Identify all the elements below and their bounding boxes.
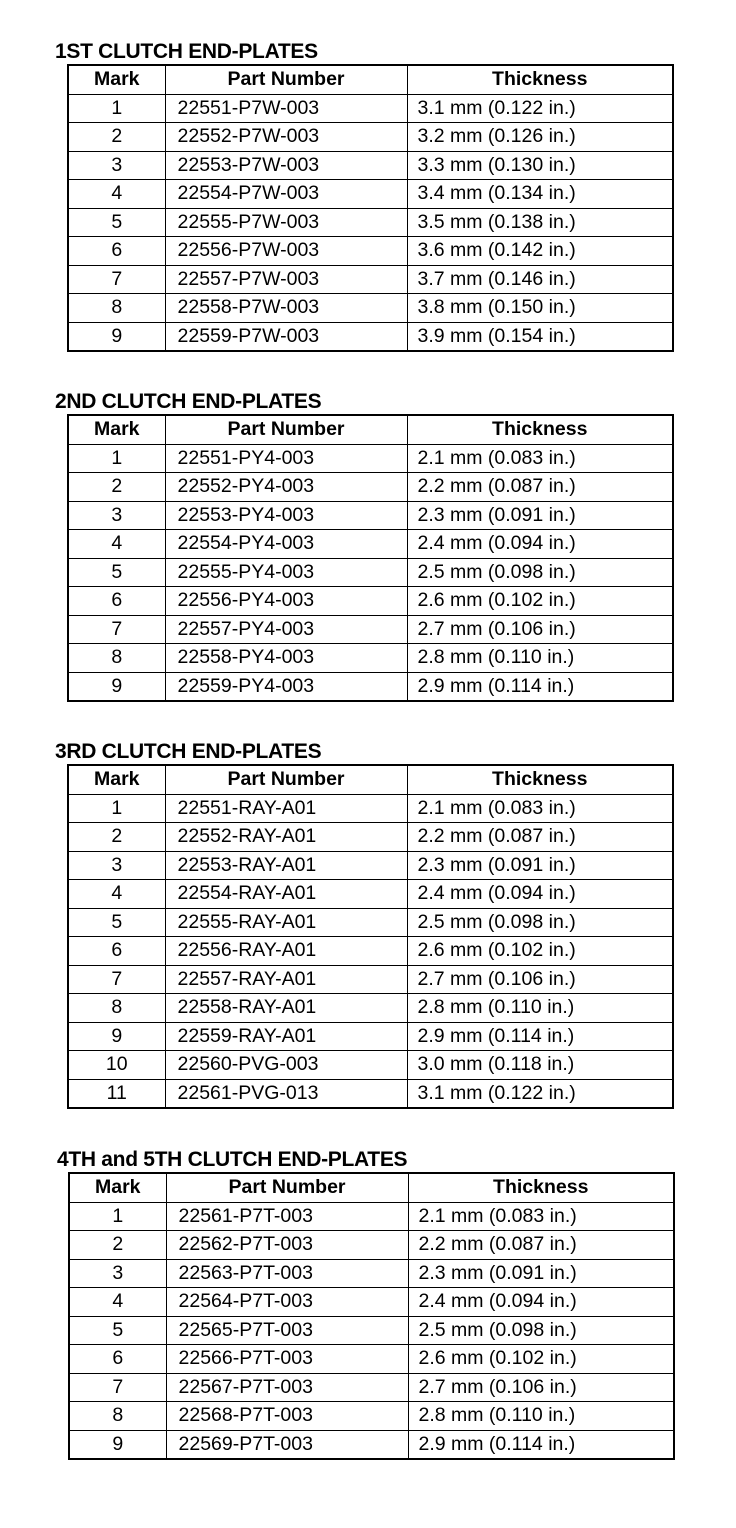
- table-row: [68, 615, 673, 644]
- table-row: [68, 237, 673, 266]
- thickness-cell: 2.9 mm (0.114 in.): [407, 672, 673, 701]
- table-row: [68, 644, 673, 673]
- mark-cell: 8: [68, 644, 165, 673]
- thickness-cell: 3.8 mm (0.150 in.): [407, 294, 673, 323]
- part-number-cell: 22561-P7T-003: [166, 1202, 408, 1231]
- part-number-cell: 22558-PY4-003: [165, 644, 407, 673]
- mark-cell: 3: [69, 1259, 166, 1288]
- table-row: [68, 501, 673, 530]
- thickness-cell: 3.7 mm (0.146 in.): [407, 265, 673, 294]
- mark-cell: 2: [68, 473, 165, 502]
- end-plates-table: [67, 764, 674, 1109]
- thickness-cell: 2.7 mm (0.106 in.): [407, 615, 673, 644]
- part-number-cell: 22557-RAY-A01: [165, 965, 407, 994]
- mark-cell: 6: [69, 1345, 166, 1374]
- part-number-cell: 22551-P7W-003: [165, 94, 407, 123]
- part-number-cell: 22551-PY4-003: [165, 444, 407, 473]
- table-row: [68, 530, 673, 559]
- section-title: 3RD CLUTCH END-PLATES: [55, 740, 322, 763]
- part-number-cell: 22567-P7T-003: [166, 1373, 408, 1402]
- mark-cell: 2: [68, 823, 165, 852]
- thickness-cell: 3.2 mm (0.126 in.): [407, 123, 673, 152]
- part-number-cell: 22556-P7W-003: [165, 237, 407, 266]
- end-plates-table: [67, 64, 674, 352]
- part-number-cell: 22553-P7W-003: [165, 151, 407, 180]
- thickness-cell: 2.4 mm (0.094 in.): [407, 880, 673, 909]
- mark-cell: 8: [69, 1402, 166, 1431]
- mark-cell: 3: [68, 151, 165, 180]
- thickness-cell: 2.6 mm (0.102 in.): [407, 937, 673, 966]
- table-row: [69, 1288, 674, 1317]
- table-row: [68, 880, 673, 909]
- table-row: [69, 1316, 674, 1345]
- table-row: [68, 208, 673, 237]
- table-row: [68, 180, 673, 209]
- table-row: [68, 1051, 673, 1080]
- thickness-cell: 2.9 mm (0.114 in.): [407, 1022, 673, 1051]
- table-row: [68, 151, 673, 180]
- part-number-cell: 22554-P7W-003: [165, 180, 407, 209]
- table-row: [68, 1079, 673, 1108]
- mark-cell: 3: [68, 851, 165, 880]
- part-number-cell: 22553-PY4-003: [165, 501, 407, 530]
- part-number-cell: 22562-P7T-003: [166, 1231, 408, 1260]
- mark-cell: 6: [68, 237, 165, 266]
- table-header-row: [68, 65, 673, 94]
- mark-cell: 8: [68, 994, 165, 1023]
- thickness-cell: 2.5 mm (0.098 in.): [407, 908, 673, 937]
- mark-cell: 3: [68, 501, 165, 530]
- table-row: [69, 1231, 674, 1260]
- part-number-cell: 22557-P7W-003: [165, 265, 407, 294]
- section-title: 1ST CLUTCH END-PLATES: [55, 40, 318, 63]
- thickness-cell: 3.6 mm (0.142 in.): [407, 237, 673, 266]
- mark-cell: 5: [68, 558, 165, 587]
- table-header-row: [69, 1173, 674, 1202]
- mark-cell: 7: [68, 615, 165, 644]
- thickness-cell: 2.8 mm (0.110 in.): [407, 994, 673, 1023]
- table-row: [68, 123, 673, 152]
- thickness-cell: 2.2 mm (0.087 in.): [407, 823, 673, 852]
- header-thickness: Thickness: [407, 415, 673, 444]
- mark-cell: 10: [68, 1051, 165, 1080]
- thickness-cell: 3.9 mm (0.154 in.): [407, 322, 673, 351]
- end-plates-table: [68, 1172, 675, 1460]
- part-number-cell: 22556-RAY-A01: [165, 937, 407, 966]
- table-row: [68, 473, 673, 502]
- thickness-cell: 2.3 mm (0.091 in.): [407, 501, 673, 530]
- part-number-cell: 22555-P7W-003: [165, 208, 407, 237]
- mark-cell: 9: [68, 322, 165, 351]
- part-number-cell: 22564-P7T-003: [166, 1288, 408, 1317]
- mark-cell: 4: [68, 180, 165, 209]
- mark-cell: 1: [68, 444, 165, 473]
- thickness-cell: 2.1 mm (0.083 in.): [408, 1202, 674, 1231]
- table-row: [68, 794, 673, 823]
- thickness-cell: 3.4 mm (0.134 in.): [407, 180, 673, 209]
- thickness-cell: 2.2 mm (0.087 in.): [407, 473, 673, 502]
- table-row: [68, 672, 673, 701]
- thickness-cell: 2.8 mm (0.110 in.): [408, 1402, 674, 1431]
- table-row: [68, 322, 673, 351]
- table-row: [68, 1022, 673, 1051]
- table-row: [69, 1373, 674, 1402]
- table-row: [68, 294, 673, 323]
- thickness-cell: 2.1 mm (0.083 in.): [407, 444, 673, 473]
- mark-cell: 9: [69, 1430, 166, 1459]
- table-row: [68, 851, 673, 880]
- section-title: 2ND CLUTCH END-PLATES: [55, 390, 322, 413]
- table-row: [69, 1259, 674, 1288]
- header-mark: Mark: [68, 415, 165, 444]
- part-number-cell: 22559-RAY-A01: [165, 1022, 407, 1051]
- mark-cell: 2: [68, 123, 165, 152]
- table-row: [68, 994, 673, 1023]
- part-number-cell: 22552-RAY-A01: [165, 823, 407, 852]
- part-number-cell: 22566-P7T-003: [166, 1345, 408, 1374]
- mark-cell: 4: [69, 1288, 166, 1317]
- thickness-cell: 2.7 mm (0.106 in.): [408, 1373, 674, 1402]
- mark-cell: 9: [68, 1022, 165, 1051]
- part-number-cell: 22563-P7T-003: [166, 1259, 408, 1288]
- table-row: [68, 908, 673, 937]
- part-number-cell: 22557-PY4-003: [165, 615, 407, 644]
- thickness-cell: 3.0 mm (0.118 in.): [407, 1051, 673, 1080]
- mark-cell: 5: [68, 208, 165, 237]
- mark-cell: 1: [68, 794, 165, 823]
- table-row: [68, 94, 673, 123]
- mark-cell: 5: [69, 1316, 166, 1345]
- mark-cell: 6: [68, 587, 165, 616]
- thickness-cell: 2.5 mm (0.098 in.): [407, 558, 673, 587]
- thickness-cell: 2.2 mm (0.087 in.): [408, 1231, 674, 1260]
- part-number-cell: 22560-PVG-003: [165, 1051, 407, 1080]
- header-part-number: Part Number: [165, 415, 407, 444]
- table-row: [69, 1430, 674, 1459]
- mark-cell: 2: [69, 1231, 166, 1260]
- thickness-cell: 2.6 mm (0.102 in.): [408, 1345, 674, 1374]
- thickness-cell: 3.3 mm (0.130 in.): [407, 151, 673, 180]
- mark-cell: 7: [69, 1373, 166, 1402]
- thickness-cell: 2.5 mm (0.098 in.): [408, 1316, 674, 1345]
- part-number-cell: 22561-PVG-013: [165, 1079, 407, 1108]
- thickness-cell: 3.1 mm (0.122 in.): [407, 94, 673, 123]
- mark-cell: 4: [68, 530, 165, 559]
- part-number-cell: 22554-RAY-A01: [165, 880, 407, 909]
- part-number-cell: 22559-PY4-003: [165, 672, 407, 701]
- header-part-number: Part Number: [165, 765, 407, 794]
- mark-cell: 1: [68, 94, 165, 123]
- table-row: [68, 265, 673, 294]
- section-title: 4TH and 5TH CLUTCH END-PLATES: [57, 1148, 408, 1171]
- thickness-cell: 2.9 mm (0.114 in.): [408, 1430, 674, 1459]
- mark-cell: 11: [68, 1079, 165, 1108]
- table-header-row: [68, 415, 673, 444]
- thickness-cell: 2.1 mm (0.083 in.): [407, 794, 673, 823]
- header-part-number: Part Number: [165, 65, 407, 94]
- part-number-cell: 22558-RAY-A01: [165, 994, 407, 1023]
- thickness-cell: 3.1 mm (0.122 in.): [407, 1079, 673, 1108]
- part-number-cell: 22553-RAY-A01: [165, 851, 407, 880]
- part-number-cell: 22555-PY4-003: [165, 558, 407, 587]
- header-mark: Mark: [68, 765, 165, 794]
- header-part-number: Part Number: [166, 1173, 408, 1202]
- part-number-cell: 22565-P7T-003: [166, 1316, 408, 1345]
- table-row: [68, 937, 673, 966]
- thickness-cell: 2.3 mm (0.091 in.): [408, 1259, 674, 1288]
- table-row: [69, 1202, 674, 1231]
- thickness-cell: 3.5 mm (0.138 in.): [407, 208, 673, 237]
- table-row: [68, 587, 673, 616]
- thickness-cell: 2.4 mm (0.094 in.): [408, 1288, 674, 1317]
- header-mark: Mark: [68, 65, 165, 94]
- mark-cell: 1: [69, 1202, 166, 1231]
- part-number-cell: 22551-RAY-A01: [165, 794, 407, 823]
- table-row: [68, 558, 673, 587]
- header-thickness: Thickness: [407, 65, 673, 94]
- header-thickness: Thickness: [407, 765, 673, 794]
- mark-cell: 9: [68, 672, 165, 701]
- header-thickness: Thickness: [408, 1173, 674, 1202]
- part-number-cell: 22556-PY4-003: [165, 587, 407, 616]
- table-row: [68, 823, 673, 852]
- part-number-cell: 22552-PY4-003: [165, 473, 407, 502]
- end-plates-table: [67, 414, 674, 702]
- thickness-cell: 2.8 mm (0.110 in.): [407, 644, 673, 673]
- mark-cell: 4: [68, 880, 165, 909]
- part-number-cell: 22555-RAY-A01: [165, 908, 407, 937]
- thickness-cell: 2.7 mm (0.106 in.): [407, 965, 673, 994]
- thickness-cell: 2.4 mm (0.094 in.): [407, 530, 673, 559]
- table-row: [68, 965, 673, 994]
- mark-cell: 8: [68, 294, 165, 323]
- part-number-cell: 22559-P7W-003: [165, 322, 407, 351]
- mark-cell: 5: [68, 908, 165, 937]
- mark-cell: 7: [68, 965, 165, 994]
- part-number-cell: 22569-P7T-003: [166, 1430, 408, 1459]
- mark-cell: 6: [68, 937, 165, 966]
- table-row: [69, 1345, 674, 1374]
- table-header-row: [68, 765, 673, 794]
- part-number-cell: 22568-P7T-003: [166, 1402, 408, 1431]
- mark-cell: 7: [68, 265, 165, 294]
- part-number-cell: 22554-PY4-003: [165, 530, 407, 559]
- part-number-cell: 22558-P7W-003: [165, 294, 407, 323]
- thickness-cell: 2.3 mm (0.091 in.): [407, 851, 673, 880]
- part-number-cell: 22552-P7W-003: [165, 123, 407, 152]
- header-mark: Mark: [69, 1173, 166, 1202]
- table-row: [69, 1402, 674, 1431]
- table-row: [68, 444, 673, 473]
- thickness-cell: 2.6 mm (0.102 in.): [407, 587, 673, 616]
